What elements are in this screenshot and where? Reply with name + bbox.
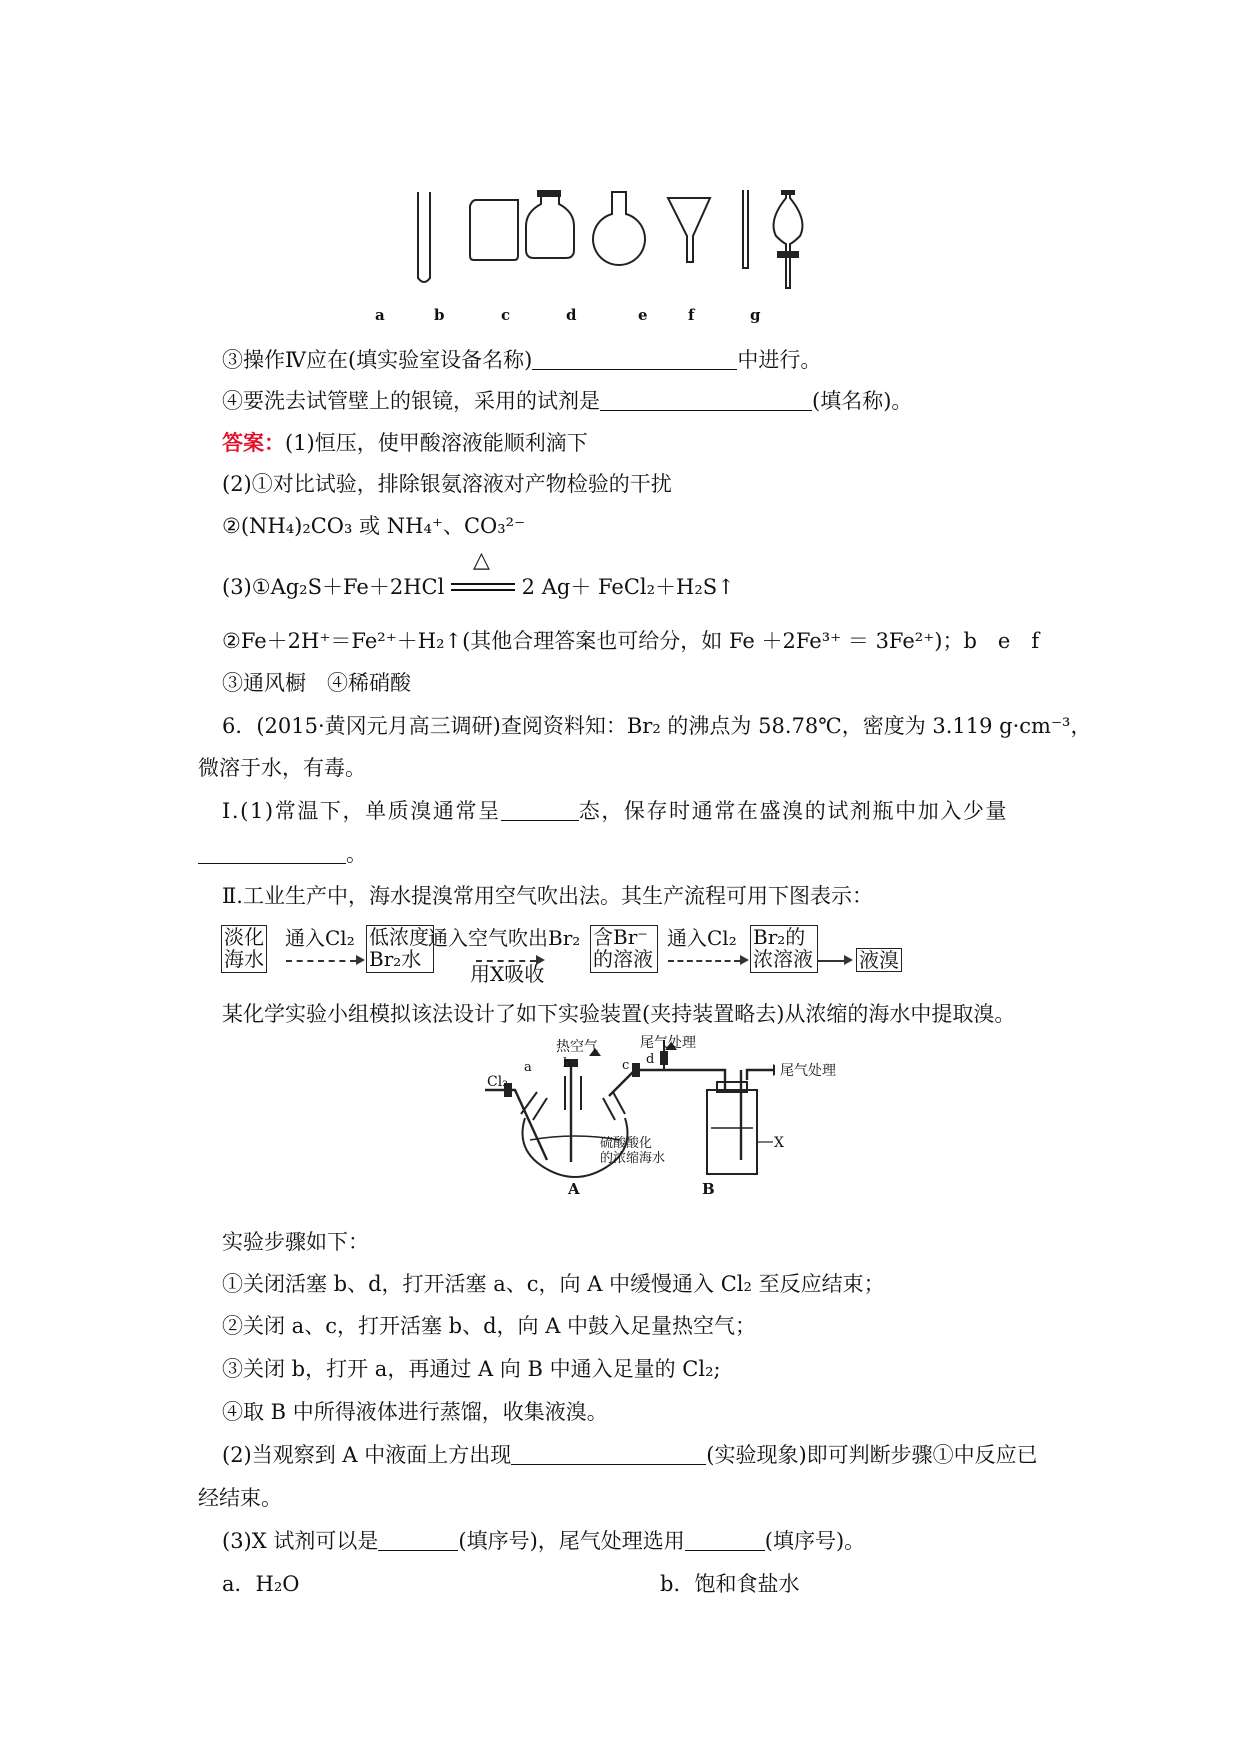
flow-step1: 通入Cl₂ bbox=[285, 926, 355, 950]
reagent-bottle bbox=[526, 196, 574, 258]
answer-line-6: ③通风橱 ④稀硝酸 bbox=[222, 671, 411, 695]
flow-box-low-br2: 低浓度 Br₂水 bbox=[366, 925, 434, 973]
label-bottle-B: B bbox=[702, 1180, 715, 1198]
beaker bbox=[470, 200, 518, 260]
answer-line-1: 答案：(1)恒压，使甲酸溶液能顺利滴下 bbox=[222, 430, 588, 455]
q6-part1-cont: 。 bbox=[198, 840, 367, 868]
label-d: d bbox=[566, 306, 577, 324]
step-3: ③关闭 b，打开 a，再通过 A 向 B 中通入足量的 Cl₂; bbox=[222, 1357, 721, 1381]
flow-step3: 通入Cl₂ bbox=[667, 926, 737, 950]
answer-blank[interactable] bbox=[511, 1444, 706, 1465]
test-tube bbox=[418, 192, 430, 282]
equation-line: (3)①Ag₂S＋Fe＋2HCl △ 2 Ag＋ FeCl₂＋H₂S↑ bbox=[222, 547, 735, 599]
answer-blank[interactable] bbox=[501, 800, 579, 821]
label-flask-A: A bbox=[568, 1180, 580, 1198]
flow-box-liquid-bromine: 液溴 bbox=[856, 948, 902, 972]
q6-intro-line1: 6．(2015·黄冈元月高三调研)查阅资料知：Br₂ 的沸点为 58.78℃，密度为 3.119 g·cm⁻³， bbox=[222, 714, 1092, 738]
answer-blank[interactable] bbox=[685, 1530, 765, 1551]
flow-box-desalinated-water: 淡化 海水 bbox=[221, 925, 267, 973]
option-b: b．饱和食盐水 bbox=[660, 1572, 800, 1596]
label-liquid: 硫酸酸化 的浓缩海水 bbox=[600, 1136, 666, 1166]
label-valve-a: a bbox=[524, 1060, 532, 1075]
label-valve-d: d bbox=[646, 1052, 655, 1067]
label-valve-c: c bbox=[622, 1058, 630, 1073]
q6-intro-line2: 微溶于水，有毒。 bbox=[198, 756, 366, 780]
valve-c bbox=[633, 1064, 639, 1076]
q6-part1: Ⅰ.(1)常温下，单质溴通常呈 态，保存时通常在盛溴的试剂瓶中加入少量 bbox=[222, 799, 1009, 823]
option-a: a．H₂O bbox=[222, 1572, 300, 1596]
answer-blank[interactable] bbox=[600, 390, 812, 411]
label-hot-air: 热空气 bbox=[556, 1039, 598, 1055]
q6-setup-text: 某化学实验小组模拟该法设计了如下实验装置(夹持装置略去)从浓缩的海水中提取溴。 bbox=[222, 1002, 1016, 1026]
equation-sign: △ bbox=[451, 579, 515, 599]
label-a: a bbox=[375, 306, 385, 324]
flow-box-conc-br2: Br₂的 浓溶液 bbox=[750, 925, 818, 973]
q2-line1: (2)当观察到 A 中液面上方出现 (实验现象)即可判断步骤①中反应已 bbox=[222, 1443, 1038, 1467]
label-g: g bbox=[750, 306, 761, 324]
label-X: X bbox=[774, 1135, 784, 1151]
label-tail-gas-top: 尾气处理 bbox=[640, 1035, 696, 1051]
answer-blank[interactable] bbox=[378, 1530, 458, 1551]
q3-line: (3)X 试剂可以是 (填序号)，尾气处理选用 (填序号)。 bbox=[222, 1529, 866, 1553]
step-2: ②关闭 a、c，打开活塞 b、d，向 A 中鼓入足量热空气； bbox=[222, 1314, 757, 1338]
round-flask bbox=[593, 192, 645, 265]
answer-blank[interactable] bbox=[532, 349, 737, 370]
glassware-figure bbox=[400, 190, 860, 300]
answer-line-5: ②Fe＋2H⁺＝Fe²⁺＋H₂↑(其他合理答案也可给分，如 Fe ＋2Fe³⁺ ＝ 3Fe²⁺)；b e f bbox=[222, 629, 1040, 653]
step-1: ①关闭活塞 b、d，打开活塞 a、c，向 A 中缓慢通入 Cl₂ 至反应结束； bbox=[222, 1272, 885, 1296]
flow-step2-top: 通入空气吹出Br₂ bbox=[428, 926, 581, 950]
steps-title: 实验步骤如下： bbox=[222, 1230, 369, 1254]
funnel bbox=[668, 198, 710, 262]
bottle-cap bbox=[538, 190, 560, 196]
flow-box-br-solution: 含Br⁻ 的溶液 bbox=[590, 925, 658, 973]
answer-blank[interactable] bbox=[198, 843, 346, 864]
flow-step2-bottom: 用X吸收 bbox=[470, 962, 545, 986]
label-f: f bbox=[688, 306, 695, 324]
label-tail-gas-right: 尾气处理 bbox=[780, 1063, 836, 1079]
label-cl2: Cl₂ bbox=[487, 1074, 508, 1090]
answer-line-2: (2)①对比试验，排除银氨溶液对产物检验的干扰 bbox=[222, 472, 672, 496]
label-e: e bbox=[638, 306, 648, 324]
q6-part2: Ⅱ.工业生产中，海水提溴常用空气吹出法。其生产流程可用下图表示： bbox=[222, 884, 873, 908]
separatory-funnel bbox=[774, 190, 803, 288]
answer-line-3: ②(NH₄)₂CO₃ 或 NH₄⁺、CO₃²⁻ bbox=[222, 514, 526, 538]
step-4: ④取 B 中所得液体进行蒸馏，收集液溴。 bbox=[222, 1400, 608, 1424]
label-c: c bbox=[501, 306, 511, 324]
q2-line2: 经结束。 bbox=[198, 1486, 282, 1510]
q5-item4: ④要洗去试管壁上的银镜，采用的试剂是 (填名称)。 bbox=[222, 389, 913, 413]
glass-rod bbox=[743, 190, 748, 268]
label-b: b bbox=[434, 306, 445, 324]
q5-item3: ③操作Ⅳ应在(填实验室设备名称) 中进行。 bbox=[222, 348, 822, 372]
label-valve-b: b bbox=[563, 1056, 572, 1071]
